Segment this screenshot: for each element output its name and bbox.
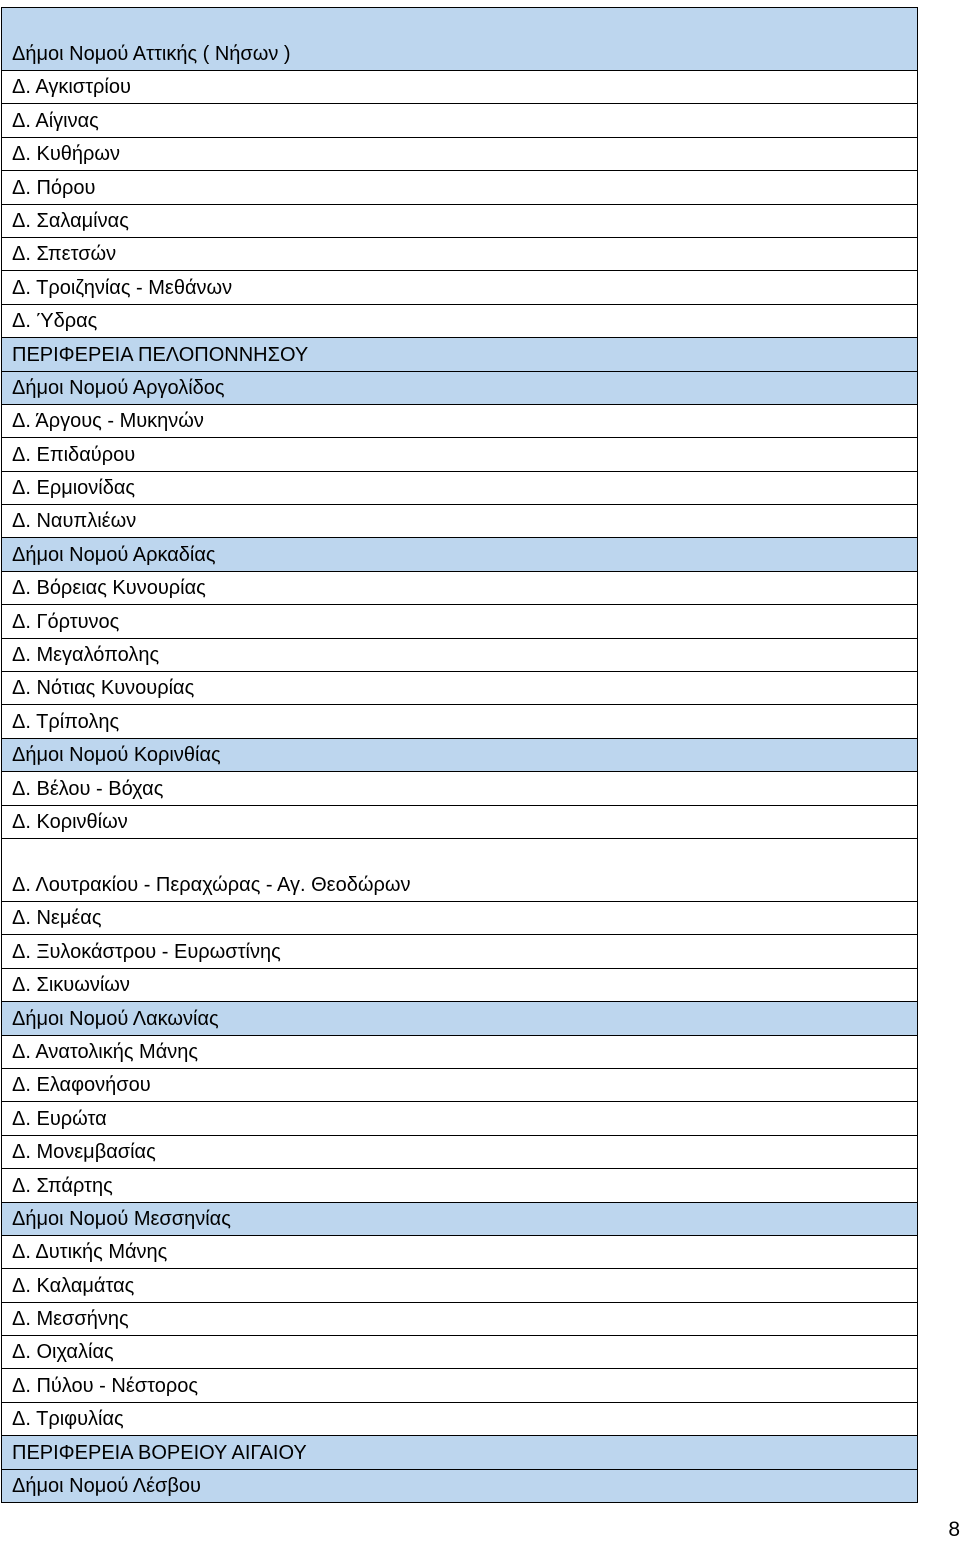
table-section-header-row [2,1470,917,1503]
table-row [2,138,917,171]
section-header-text: Δήμοι Νομού Λέσβου [12,1475,201,1498]
table-section-header-row [2,8,917,71]
municipality-name: Δ. Μεσσήνης [12,1308,129,1331]
municipalities-table [1,7,918,1503]
municipality-name: Δ. Τροιζηνίας - Μεθάνων [12,276,233,299]
table-section-header-row [2,338,917,371]
table-row [2,1303,917,1336]
municipality-name: Δ. Ευρώτα [12,1107,107,1130]
municipality-name: Δ. Οιχαλίας [12,1341,114,1364]
table-row [2,472,917,505]
table-row [2,935,917,968]
table-row [2,505,917,538]
municipality-name: Δ. Άργους - Μυκηνών [12,410,204,433]
municipality-name: Δ. Ξυλοκάστρου - Ευρωστίνης [12,940,281,963]
section-header-text: Δήμοι Νομού Αρκαδίας [12,543,216,566]
table-row [2,572,917,605]
municipality-name: Δ. Μεγαλόπολης [12,644,160,667]
municipality-name: Δ. Τριφυλίας [12,1408,124,1431]
table-section-header-row [2,372,917,405]
section-header-text: Δήμοι Νομού Αττικής ( Νήσων ) [12,43,291,65]
municipality-name: Δ. Κορινθίων [12,810,128,833]
section-header-text: ΠΕΡΙΦΕΡΕΙΑ ΠΕΛΟΠΟΝΝΗΣΟΥ [12,343,309,366]
table-row [2,1069,917,1102]
table-section-header-row [2,739,917,772]
municipality-name: Δ. Ελαφονήσου [12,1074,151,1097]
municipality-name: Δ. Γόρτυνος [12,610,120,633]
municipality-name: Δ. Δυτικής Μάνης [12,1241,168,1264]
table-row [2,171,917,204]
section-header-text: Δήμοι Νομού Κορινθίας [12,744,221,767]
table-row [2,1036,917,1069]
section-header-text: Δήμοι Νομού Μεσσηνίας [12,1207,231,1230]
municipality-name: Δ. Βέλου - Βόχας [12,777,164,800]
table-row [2,438,917,471]
municipality-name: Δ. Ύδρας [12,310,98,333]
municipality-name: Δ. Κυθήρων [12,143,120,166]
table-row [2,806,917,839]
table-row [2,71,917,104]
table-row [2,305,917,338]
municipality-name: Δ. Νεμέας [12,907,102,930]
section-header-text: Δήμοι Νομού Λακωνίας [12,1007,219,1030]
table-row [2,1136,917,1169]
municipality-name: Δ. Σπάρτης [12,1174,113,1197]
table-row [2,238,917,271]
page-number: 8 [948,1518,960,1541]
section-header-text: ΠΕΡΙΦΕΡΕΙΑ ΒΟΡΕΙΟΥ ΑΙΓΑΙΟΥ [12,1441,307,1464]
table-row [2,705,917,738]
table-row [2,1369,917,1402]
table-row [2,672,917,705]
section-header-text: Δήμοι Νομού Αργολίδος [12,376,225,399]
municipality-name: Δ. Επιδαύρου [12,443,136,466]
table-row [2,902,917,935]
table-row [2,639,917,672]
municipality-name: Δ. Σαλαμίνας [12,209,129,232]
table-row [2,405,917,438]
table-row [2,1336,917,1369]
municipality-name: Δ. Σικυωνίων [12,974,130,997]
municipality-name: Δ. Βόρειας Κυνουρίας [12,577,206,600]
table-row [2,839,917,902]
table-row [2,1269,917,1302]
table-row [2,271,917,304]
municipality-name: Δ. Αγκιστρίου [12,76,131,99]
table-row [2,1236,917,1269]
municipality-name: Δ. Αίγινας [12,109,99,132]
municipality-name: Δ. Πόρου [12,176,96,199]
table-row [2,605,917,638]
municipality-name: Δ. Νότιας Κυνουρίας [12,677,195,700]
table-row [2,772,917,805]
table-row [2,1169,917,1202]
municipality-name: Δ. Λουτρακίου - Περαχώρας - Αγ. Θεοδώρων [12,873,411,896]
municipality-name: Δ. Μονεμβασίας [12,1141,156,1164]
municipality-name: Δ. Ανατολικής Μάνης [12,1040,199,1063]
municipality-name: Δ. Τρίπολης [12,710,120,733]
table-row [2,205,917,238]
table-section-header-row [2,1002,917,1035]
table-row [2,969,917,1002]
municipality-name: Δ. Ερμιονίδας [12,477,136,500]
municipality-name: Δ. Πύλου - Νέστορος [12,1374,198,1397]
municipality-name: Δ. Σπετσών [12,243,117,266]
table-row [2,1403,917,1436]
table-row [2,1102,917,1135]
table-section-header-row [2,1436,917,1469]
municipality-name: Δ. Καλαμάτας [12,1274,135,1297]
table-section-header-row [2,1203,917,1236]
municipality-name: Δ. Ναυπλιέων [12,510,137,533]
table-section-header-row [2,538,917,571]
table-row [2,104,917,137]
